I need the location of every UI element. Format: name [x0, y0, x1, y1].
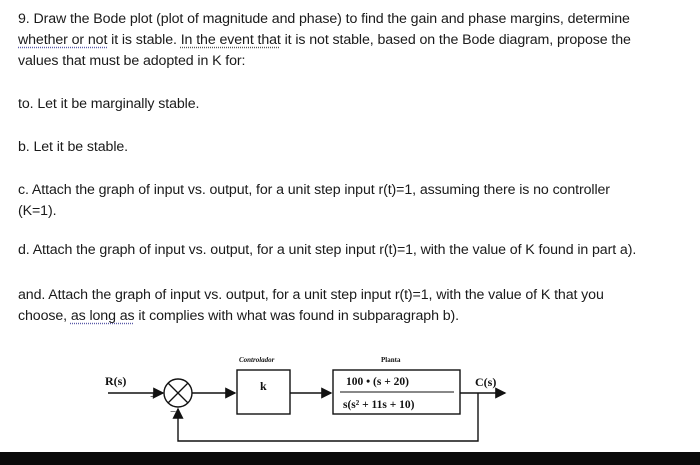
summing-junction	[164, 379, 192, 407]
plant-denominator: s(s² + 11s + 10)	[343, 399, 415, 411]
plant-numerator: 100 • (s + 20)	[346, 376, 409, 388]
input-label: R(s)	[105, 374, 127, 388]
part-b: b. Let it be stable.	[18, 139, 128, 155]
plus-sign: +	[150, 391, 157, 403]
squiggle-phrase-1: whether or not	[18, 32, 108, 48]
squiggle-phrase-2: In the event that	[180, 32, 281, 48]
plant-title: Planta	[381, 356, 401, 364]
controller-gain: k	[260, 379, 267, 393]
part-e: and. Attach the graph of input vs. output, for a unit step input r(t)=1, with the value of K that you choose, as long as it complies with what was found in subparagraph b).	[18, 287, 604, 324]
controller-title: Controlador	[239, 356, 275, 364]
part-a: to. Let it be marginally stable.	[18, 96, 200, 112]
part-c: c. Attach the graph of input vs. output, for a unit step input r(t)=1, assuming there is no controller (K=1).	[18, 182, 610, 219]
output-label: C(s)	[475, 375, 497, 389]
part-d: d. Attach the graph of input vs. output, for a unit step input r(t)=1, with the value of K found in part a).	[18, 242, 637, 258]
bottom-edge-bar	[0, 452, 700, 465]
problem-line-3: values that must be adopted in K for:	[18, 53, 246, 69]
problem-line-1: 9. Draw the Bode plot (plot of magnitude and phase) to find the gain and phase margins, determine	[18, 11, 630, 27]
problem-line-2: whether or not it is stable. In the event that it is not stable, based on the Bode diagram, propose the	[18, 32, 631, 48]
minus-sign: −	[170, 406, 177, 418]
squiggle-phrase-3: as long as	[70, 308, 135, 324]
